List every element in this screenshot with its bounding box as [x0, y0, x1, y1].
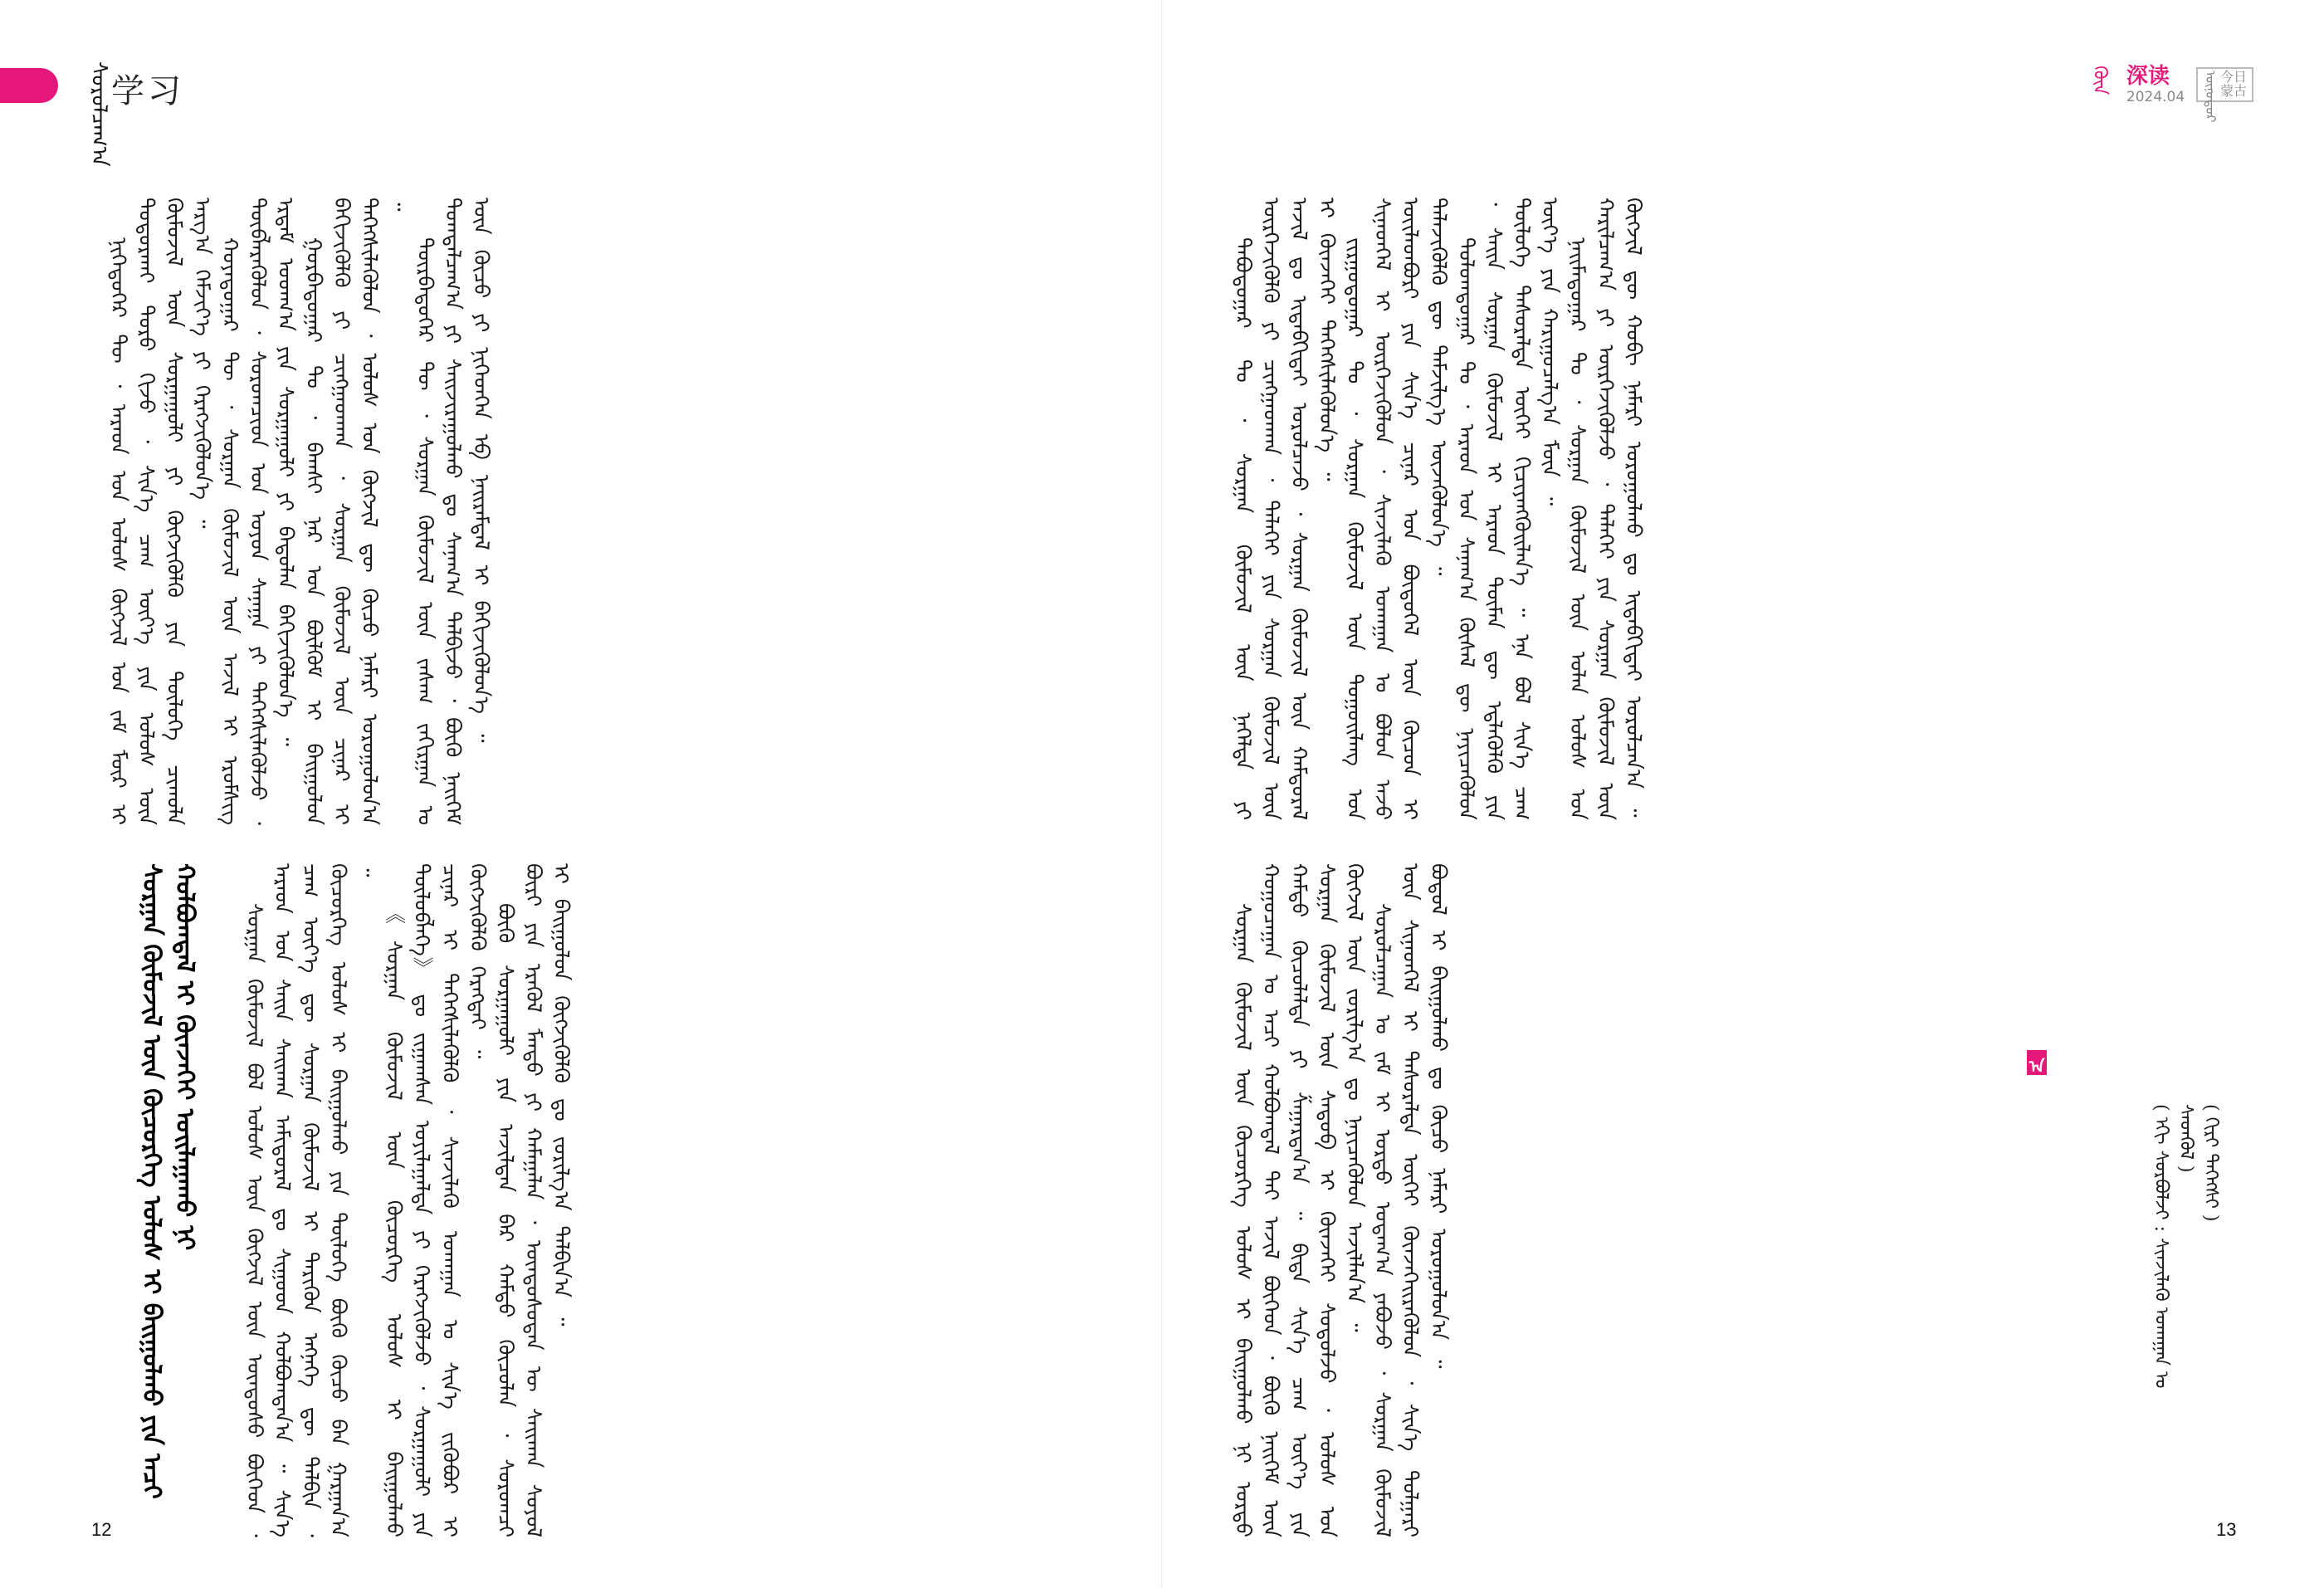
brand-mongol: ᠥᠨᠦᠳᠦᠷ [2202, 71, 2219, 123]
paragraph: ᠬᠣᠶᠠᠳᠤᠭᠠᠷ ᠲᠦ ᠂ ᠰᠤᠷᠭᠠᠨ ᠬᠦᠮᠦᠵᠢᠯ ᠦᠨ ᠠᠵᠢᠯ ᠢ ᠡᠷᠦᠮᠰᠢᠭ ᠲᠥᠪᠯᠡᠷᠡᠭᠦᠯᠦᠨ ᠂ ᠰᠤᠷᠤᠭᠴᠢᠳ ᠤᠨ ᠤᠶᠤᠨ ᠰᠠᠨᠠᠭᠠ ᠶᠢ ᠳᠡᠭᠡᠭᠰᠢᠯᠡᠭᠦᠯᠵᠦ ᠂ ᠡᠷᠳᠡᠮ ᠤᠳᠬ᠎ᠠ ᠶᠢᠨ ᠰᠤᠷᠭᠠᠭᠤᠯᠢ ᠶᠢ ᠪᠠᠲᠤᠯᠠᠨ ᠪᠡᠬᠢᠵᠢᠭᠦᠯᠦᠨ᠎ᠡ ᠃ [217, 198, 299, 825]
page-spine [1161, 0, 1163, 1588]
brand-chinese-line2: 蒙古 [2219, 83, 2247, 99]
header-mongol-label: ᠰᠤᠷᠤᠯᠴᠠᠭ᠎ᠠ [86, 61, 111, 167]
paragraph: ᠳᠥᠷᠪᠡᠳᠦᠭᠡᠷ ᠲᠦ ᠂ ᠰᠤᠷᠭᠠᠨ ᠬᠦᠮᠦᠵᠢᠯ ᠦᠨ ᠵᠠᠰᠠᠭ ᠵᠠᠬᠢᠷᠭᠠᠨ ᠤ ᠲᠣᠭᠲᠠᠯᠴᠠᠭ᠎ᠠ ᠶᠢ ᠰᠠᠢᠵᠢᠷᠠᠭᠤᠯᠬᠤ ᠳᠤ ᠰᠠᠨᠠᠭ᠎ᠠ ᠲᠠᠯᠪᠢᠵᠤ ᠂ ᠪᠦᠬᠦ ᠨᠡᠢᠭᠡᠮ ᠦᠨ ᠬᠦᠴᠦ ᠶᠢ ᠨᠢᠭᠡᠳᠬᠡᠨ ᠡᠪ ᠨᠠᠢᠷᠠᠮᠳᠠᠯ ᠢ ᠪᠡᠬᠢᠵᠢᠭᠦᠯᠦᠨ᠎ᠡ ᠃ [413, 198, 494, 825]
paragraph: ᠰᠤᠷᠭᠠᠨ ᠬᠦᠮᠦᠵᠢᠯ ᠦᠨ ᠬᠦᠴᠦᠷᠬᠡᠭ ᠤᠯᠤᠰ ᠢ ᠪᠠᠢᠭᠤᠯᠬᠤ ᠨᠢ ᠤᠷᠲᠤ ᠬᠤᠭᠤᠴᠠᠭᠠᠨ ᠤ ᠠᠴᠢ ᠬᠣᠯᠪᠣᠭᠳᠠᠯ ᠲᠠᠢ ᠠᠵᠢᠯ ᠪᠥᠭᠡᠳ ᠂ ᠪᠦᠬᠦ ᠨᠡᠢᠭᠡᠮ ᠦᠨ ᠬᠠᠮᠲᠤ ᠬᠦᠴᠦᠯᠡᠯᠲᠡ ᠶᠢ ᠱᠠᠭᠠᠷᠳᠠᠨ᠎ᠠ ᠃ ᠪᠢᠳᠡ ᠰᠢᠨ᠎ᠡ ᠴᠠᠭ ᠦᠶ᠎ᠡ ᠶᠢᠨ ᠰᠤᠷᠭᠠᠨ ᠬᠦᠮᠦᠵᠢᠯ ᠦᠨ ᠰᠡᠳᠦᠪ ᠢ ᠭᠦᠨᠵᠡᠭᠡᠢ ᠰᠤᠳᠤᠯᠵᠤ ᠂ ᠤᠯᠤᠰ ᠤᠨ ᠬᠥᠭᠵᠢᠯ ᠦᠨ ᠵᠣᠷᠢᠯᠭ᠎ᠠ ᠳᠤ ᠨᠡᠶᠢᠴᠡᠭᠦᠯᠦᠨ ᠠᠵᠢᠯᠯᠠᠨ᠎ᠠ ᠃ [1231, 863, 1367, 1537]
magazine-brand-logo [2196, 67, 2253, 123]
article-end-mark: ᠠ [2027, 1050, 2047, 1075]
brand-chinese [2220, 71, 2247, 99]
paragraph: ᠳᠣᠯᠣᠭᠳᠤᠭᠠᠷ ᠲᠤ ᠂ ᠠᠷᠠᠳ ᠤᠨ ᠰᠠᠨᠠᠭ᠎ᠠ ᠬᠦᠰᠡᠯ ᠳᠦ ᠨᠡᠶᠢᠴᠡᠭᠦᠯᠦᠨ ᠂ ᠰᠠᠢᠨ ᠰᠤᠷᠭᠠᠨ ᠬᠦᠮᠦᠵᠢᠯ ᠢ ᠠᠷᠠᠳ ᠲᠦᠮᠡᠨ ᠳᠦ ᠡᠳ᠋ᠯᠡᠭᠦᠯᠬᠦ ᠶᠢᠨ ᠲᠥᠯᠥᠭᠡ ᠲᠠᠰᠤᠷᠠᠯᠲᠠ ᠦᠭᠡᠢ ᠬᠢᠴᠢᠶᠡᠩᠭᠦᠢᠯᠡᠨ᠎ᠡ ᠃ ᠡᠨᠡ ᠪᠣᠯ ᠰᠢᠨ᠎ᠡ ᠴᠠᠭ ᠦᠶ᠎ᠡ ᠶᠢᠨ ᠬᠠᠷᠢᠭᠤᠴᠠᠯᠭ᠎ᠠ ᠮᠥᠨ ᠃ [1454, 198, 1563, 820]
column-name: 深读 [2126, 63, 2170, 89]
page-number-left: 12 [91, 1519, 112, 1540]
left-bottom-text-block [241, 863, 1096, 1537]
brand-chinese-line1: 今日 [2219, 69, 2247, 86]
paragraph: ᠵᠢᠷᠭᠤᠳᠤᠭᠠᠷ ᠲᠤ ᠂ ᠰᠤᠷᠭᠠᠨ ᠬᠦᠮᠦᠵᠢᠯ ᠦᠨ ᠳᠤᠭᠤᠢᠯᠠᠩ ᠤᠨ ᠰᠢᠨᠡᠳᠬᠡᠯ ᠢ ᠥᠷᠭᠡᠵᠢᠭᠦᠯᠦᠨ ᠂ ᠰᠢᠨᠵᠢᠯᠡᠬᠦ ᠤᠬᠠᠭᠠᠨ ᠤ ᠪᠣᠯᠤᠨ ᠠᠵᠤ ᠦᠢᠯᠡᠳᠪᠦᠷᠢ ᠶᠢᠨ ᠰᠢᠨ᠎ᠡ ᠴᠢᠨᠠᠷ ᠤᠨ ᠪᠦᠲᠦᠭᠡᠯ ᠦᠨ ᠬᠦᠴᠦᠨ ᠢ ᠲᠡᠯᠡᠵᠢᠭᠦᠯᠬᠦ ᠳᠦ ᠳᠡᠮᠵᠢᠯᠭ᠎ᠡ ᠦᠵᠡᠭᠦᠯᠦᠨ᠎ᠡ ᠃ [1342, 198, 1451, 820]
paragraph: ᠨᠢᠭᠡᠳᠦᠭᠡᠷ ᠲᠦ ᠂ ᠠᠷᠠᠳ ᠤᠨ ᠤᠯᠤᠰ ᠬᠥᠭᠵᠢᠯ ᠤᠨ ᠵᠠᠮ ᠮᠥᠷ ᠢ ᠲᠤᠳᠤᠷᠬᠠᠢ ᠳᠣᠷᠣ ᠬᠢᠵᠦ ᠂ ᠰᠢᠨ᠎ᠡ ᠴᠠᠭ ᠦᠶ᠎ᠡ ᠶᠢᠨ ᠤᠯᠤᠰ ᠦᠨ ᠬᠦᠮᠦᠵᠢᠯ ᠦᠨ ᠰᠤᠷᠭᠠᠭᠤᠯᠢ ᠶᠢ ᠬᠥᠭᠵᠢᠭᠦᠯᠬᠦ ᠶᠢᠨ ᠲᠥᠯᠥᠭᠡ ᠴᠢᠬᠤᠯᠠ ᠠᠷᠭ᠎ᠠ ᠬᠡᠮᠵᠢᠶ᠎ᠡ ᠶᠢ ᠬᠡᠷᠡᠭᠵᠢᠭᠦᠯᠦᠨ᠎ᠡ ᠃ [106, 198, 215, 825]
paragraph: ᠨᠠᠢᠮᠠᠳᠤᠭᠠᠷ ᠲᠤ ᠂ ᠰᠤᠷᠭᠠᠨ ᠬᠦᠮᠦᠵᠢᠯ ᠦᠨ ᠣᠯᠠᠨ ᠤᠯᠤᠰ ᠤᠨ ᠬᠠᠷᠢᠯᠴᠠᠭ᠎ᠠ ᠶᠢ ᠥᠷᠭᠡᠵᠢᠭᠦᠯᠵᠦ ᠂ ᠳᠡᠯᠡᠬᠡᠢ ᠶᠢᠨ ᠰᠤᠷᠭᠠᠨ ᠬᠦᠮᠦᠵᠢᠯ ᠦᠨ ᠬᠥᠭᠵᠢᠯ ᠳᠦ ᠬᠤᠪᠢ ᠨᠡᠮᠡᠷᠢ ᠣᠷᠣᠭᠤᠯᠬᠤ ᠳᠤ ᠢᠳᠡᠪᠬᠢᠲᠡᠢ ᠣᠷᠣᠯᠴᠠᠨ᠎ᠠ ᠃ [1565, 198, 1646, 820]
source-note [2148, 1104, 2221, 1436]
right-bottom-text-block [1229, 863, 2009, 1537]
column-label [2126, 63, 2185, 105]
paragraph: ᠰᠤᠷᠭᠠᠨ ᠬᠦᠮᠦᠵᠢᠯ ᠪᠣᠯ ᠤᠯᠤᠰ ᠦᠨ ᠬᠥᠭᠵᠢᠯ ᠦᠨ ᠦᠨᠳᠦᠰᠦ ᠪᠥᠭᠡᠳ ᠂ ᠠᠷᠠᠳ ᠤᠨ ᠰᠠᠢᠨ ᠰᠠᠢᠬᠠᠨ ᠠᠮᠢᠳᠤᠷᠠᠯ ᠳᠤ ᠰᠢᠭᠤᠳ ᠬᠣᠯᠪᠣᠭᠳᠠᠨ᠎ᠠ ᠃ ᠰᠢᠨ᠎ᠡ ᠴᠠᠭ ᠦᠶ᠎ᠡ ᠳᠦ ᠰᠤᠷᠭᠠᠨ ᠬᠦᠮᠦᠵᠢᠯ ᠢ ᠲᠡᠷᠢᠭᠦᠨ ᠡᠩᠨᠡᠭᠡ ᠳᠦ ᠲᠠᠯᠪᠢᠨ ᠂ ᠬᠦᠴᠦᠷᠬᠡᠭ ᠤᠯᠤᠰ ᠢ ᠪᠠᠢᠭᠤᠯᠬᠤ ᠶᠢᠨ ᠲᠥᠯᠥᠭᠡ ᠪᠦᠬᠦ ᠬᠦᠴᠦ ᠪᠡᠨ ᠭᠠᠷᠭᠠᠨ᠎ᠠ ᠃ [242, 863, 378, 1537]
section-tab-marker [0, 68, 58, 103]
paragraph: ᠪᠦᠬᠦ ᠰᠤᠷᠭᠠᠭᠤᠯᠢ ᠶᠢᠨ ᠠᠵᠢᠯᠲᠠᠨ ᠪᠡᠷ ᠬᠠᠮᠲᠤ ᠬᠦᠴᠦᠯᠡᠨ ᠂ ᠰᠤᠷᠤᠭᠴᠢ ᠪᠦᠷᠢ ᠶᠢᠨ ᠡᠷᠡᠭᠦᠯ ᠮᠡᠨᠳᠦ ᠶᠢ ᠬᠠᠮᠠᠭᠠᠯᠠᠨ ᠂ ᠦᠨᠳᠦᠰᠦᠲᠡᠨ ᠦ ᠰᠠᠢᠬᠠᠨ ᠰᠣᠶᠣᠯ ᠢ ᠪᠠᠢᠭᠤᠯᠤᠨ ᠬᠥᠭᠵᠢᠭᠦᠯᠬᠦ ᠳᠤ ᠵᠣᠷᠢᠯᠭ᠎ᠠ ᠲᠠᠯᠪᠢᠨ᠎ᠠ ᠃ [493, 863, 574, 1537]
issue-number: 2024.04 [2126, 88, 2185, 105]
right-top-text-block [1229, 198, 2219, 820]
paragraph: ᠲᠠᠪᠤᠳᠤᠭᠠᠷ ᠲᠤ ᠂ ᠰᠤᠷᠭᠠᠨ ᠬᠦᠮᠦᠵᠢᠯ ᠦᠨ ᠨᠡᠭᠡᠯᠲᠡ ᠶᠢ ᠥᠷᠭᠡᠵᠢᠭᠦᠯᠬᠦ ᠶᠢ ᠴᠢᠩᠭᠠᠳᠬᠠᠨ ᠂ ᠳᠡᠯᠡᠬᠡᠢ ᠶᠢᠨ ᠰᠤᠷᠭᠠᠨ ᠬᠦᠮᠦᠵᠢᠯ ᠦᠨ ᠠᠵᠢᠯ ᠳᠤ ᠢᠳᠡᠪᠬᠢᠲᠡᠢ ᠣᠷᠣᠯᠴᠠᠵᠤ ᠂ ᠰᠤᠷᠭᠠᠨ ᠬᠦᠮᠦᠵᠢᠯ ᠦᠨ ᠬᠠᠮᠲᠤᠷᠠᠯ ᠢ ᠭᠦᠨᠵᠡᠭᠡᠢ ᠳᠡᠭᠡᠭᠰᠢᠯᠡᠭᠦᠯᠦᠨ᠎ᠡ ᠃ [1231, 198, 1340, 820]
header-section-title: 学习 [111, 72, 184, 110]
left-top-text-block [105, 198, 1101, 825]
column-logo-glyphs: ᠭᠦᠨ [2088, 66, 2110, 95]
paragraph: ᠰᠤᠷᠤᠯᠴᠠᠭᠠᠨ ᠤ ᠵᠠᠮ ᠢ ᠤᠷᠲᠤ ᠤᠳᠠᠭ᠎ᠠ ᠶᠠᠪᠤᠵᠤ ᠂ ᠰᠤᠷᠭᠠᠨ ᠬᠦᠮᠦᠵᠢᠯ ᠦᠨ ᠰᠢᠨᠡᠳᠬᠡᠯ ᠢ ᠲᠠᠰᠤᠷᠠᠯᠲᠠ ᠦᠭᠡᠢ ᠭᠦᠨᠵᠡᠭᠡᠢᠷᠡᠭᠦᠯᠦᠨ ᠂ ᠰᠢᠨ᠎ᠡ ᠲᠤᠯᠭᠠᠷᠢ ᠪᠣᠳᠤᠯ ᠢ ᠪᠠᠢᠭᠤᠯᠬᠤ ᠳᠤ ᠬᠦᠴᠦ ᠨᠡᠮᠡᠷᠢ ᠣᠷᠣᠭᠤᠯᠤᠨ᠎ᠠ ᠃ [1370, 863, 1451, 1537]
source-note-line: ( ᠬᠢᠷᠢ ᠳᠡᠭᠡᠭᠰᠢ ) [2200, 1104, 2221, 1222]
section-heading: ᠰᠤᠷᠭᠠᠨ ᠬᠦᠮᠦᠵᠢᠯ ᠦᠨ ᠬᠦᠴᠦᠷᠬᠡᠭ ᠤᠯᠤᠰ ᠢ ᠪᠠᠢᠭᠤᠯᠬᠤ ᠶᠢᠨ ᠠᠴᠢ ᠬᠣᠯᠪᠣᠭᠳᠠᠯ ᠢ ᠭᠦᠨᠵᠡᠭᠡᠢ ᠣᠢᠯᠠᠭᠠᠬᠤ ᠨᠢ [137, 863, 199, 1499]
page-number-right: 13 [2216, 1519, 2237, 1540]
source-note-line: ( ᠡᠬᠢ ᠰᠤᠷᠪᠤᠯᠵᠢ : ᠰᠢᠨᠵᠢᠯᠡᠬᠦ ᠤᠬᠠᠭᠠᠨ ᠤ ᠰᠡᠳᠬᠦᠯ ) [2151, 1104, 2196, 1389]
magazine-header [2083, 63, 2253, 123]
paragraph: 《ᠰᠤᠷᠭᠠᠨ ᠬᠦᠮᠦᠵᠢᠯ ᠦᠨ ᠬᠦᠴᠦᠷᠬᠡᠭ ᠤᠯᠤᠰ ᠢ ᠪᠠᠢᠭᠤᠯᠬᠤ ᠲᠥᠯᠥᠪᠯᠡᠭᠡ》 ᠳᠤ ᠵᠢᠭᠠᠭᠰᠠᠨ ᠣᠶᠢᠯᠠᠭᠠᠯᠲᠠ ᠶᠢ ᠬᠡᠷᠡᠭᠵᠢᠭᠦᠯᠵᠦ ᠂ ᠰᠤᠷᠭᠠᠭᠤᠯᠢ ᠶᠢᠨ ᠴᠢᠨᠠᠷ ᠢ ᠳᠡᠭᠡᠭᠰᠢᠯᠡᠭᠦᠯᠬᠦ ᠂ ᠰᠢᠨᠵᠢᠯᠡᠬᠦ ᠤᠬᠠᠭᠠᠨ ᠤ ᠰᠢᠨ᠎ᠡ ᠵᠢᠭᠦᠪᠦᠷ ᠢ ᠬᠥᠭᠵᠢᠭᠦᠯᠬᠦ ᠬᠡᠷᠡᠭᠲᠡᠢ ᠃ [382, 863, 491, 1537]
paragraph: ᠭᠤᠷᠪᠠᠳᠤᠭᠠᠷ ᠲᠤ ᠂ ᠪᠠᠭᠰᠢ ᠨᠠᠷ ᠤᠨ ᠪᠦᠯᠬᠦᠮ ᠢ ᠪᠠᠢᠭᠤᠯᠤᠨ ᠪᠡᠬᠢᠵᠢᠭᠦᠯᠬᠦ ᠶᠢ ᠴᠢᠩᠭᠠᠳᠬᠠᠨ ᠂ ᠰᠤᠷᠭᠠᠨ ᠬᠦᠮᠦᠵᠢᠯ ᠦᠨ ᠴᠢᠨᠠᠷ ᠢ ᠳᠡᠭᠡᠭᠰᠢᠯᠡᠭᠦᠯᠦᠨ ᠂ ᠤᠯᠤᠰ ᠤᠨ ᠬᠥᠭᠵᠢᠯ ᠳᠦ ᠬᠦᠴᠦ ᠨᠡᠮᠡᠷᠢ ᠣᠷᠣᠭᠤᠯᠤᠨ᠎ᠠ ᠃ [301, 198, 410, 825]
